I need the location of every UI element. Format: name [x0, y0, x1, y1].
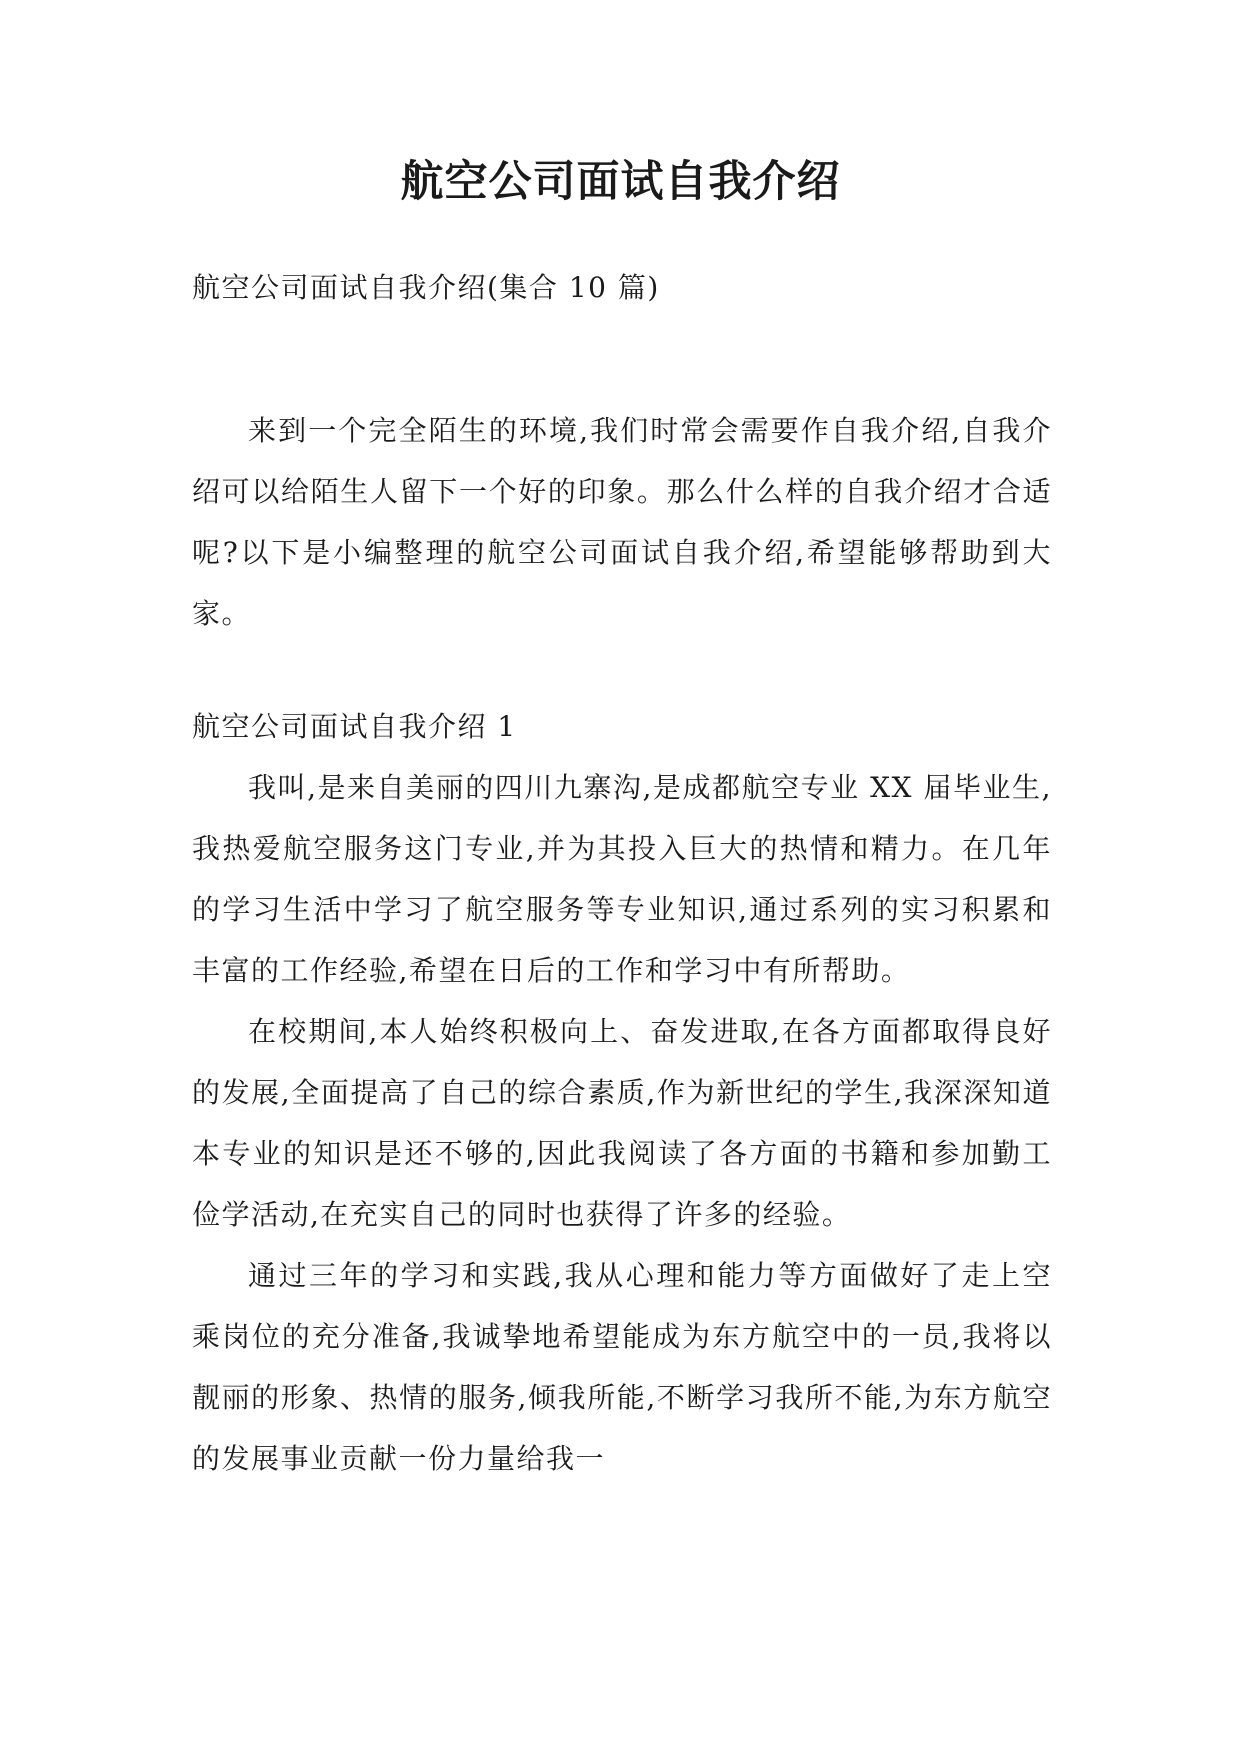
section-1-paragraph-1: 我叫,是来自美丽的四川九寨沟,是成都航空专业 XX 届毕业生,我热爱航空服务这门专业,并为其投入巨大的热情和精力。在几年的学习生活中学习了航空服务等专业知识,通过系列的实习积累和丰富的工作经验,希望在日后的工作和学习中有所帮助。 — [192, 771, 1052, 987]
intro-block — [192, 400, 1052, 644]
section-1 — [192, 696, 1052, 1489]
section-1-paragraph-2: 在校期间,本人始终积极向上、奋发进取,在各方面都取得良好的发展,全面提高了自己的综合素质,作为新世纪的学生,我深深知道本专业的知识是还不够的,因此我阅读了各方面的书籍和参加勤工俭学活动,在充实自己的同时也获得了许多的经验。 — [192, 1015, 1052, 1231]
document-title: 航空公司面试自我介绍 — [400, 157, 841, 207]
intro-paragraph: 来到一个完全陌生的环境,我们时常会需要作自我介绍,自我介绍可以给陌生人留下一个好的印象。那么什么样的自我介绍才合适呢?以下是小编整理的航空公司面试自我介绍,希望能够帮助到大家。 — [192, 414, 1052, 630]
document-subtitle-block — [192, 257, 1052, 318]
section-1-heading: 航空公司面试自我介绍 1 — [192, 710, 517, 743]
section-1-paragraph-3: 通过三年的学习和实践,我从心理和能力等方面做好了走上空乘岗位的充分准备,我诚挚地希望能成为东方航空中的一员,我将以靓丽的形象、热情的服务,倾我所能,不断学习我所不能,为东方航空的发展事业贡献一份力量给我一 — [192, 1259, 1052, 1475]
document-subtitle: 航空公司面试自我介绍(集合 10 篇) — [192, 271, 660, 304]
